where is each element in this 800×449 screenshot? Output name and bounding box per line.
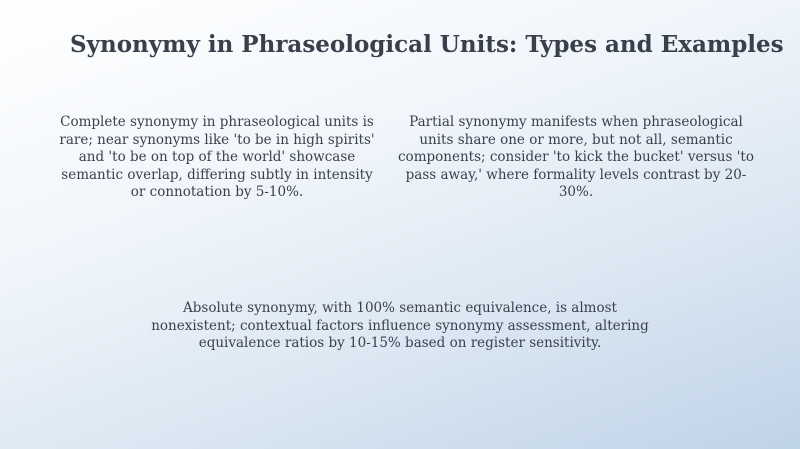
complete-synonymy-paragraph: Complete synonymy in phraseological units is rare; near synonyms like 'to be in high spirits' and 'to be on top of the world' showcase semantic overlap, differing subtly in intensity or connotation by 5-10%.	[59, 114, 375, 200]
partial-synonymy-paragraph: Partial synonymy manifests when phraseological units share one or more, but not all, semantic components; consider 'to kick the bucket' versus 'to pass away,' where formality levels contrast by 20-30%.	[398, 114, 754, 200]
absolute-synonymy-paragraph: Absolute synonymy, with 100% semantic equivalence, is almost nonexistent; contextual factors influence synonymy assessment, altering equivalence ratios by 10-15% based on register sensitivity.	[151, 300, 649, 351]
slide-title: Synonymy in Phraseological Units: Types and Examples	[70, 31, 784, 58]
